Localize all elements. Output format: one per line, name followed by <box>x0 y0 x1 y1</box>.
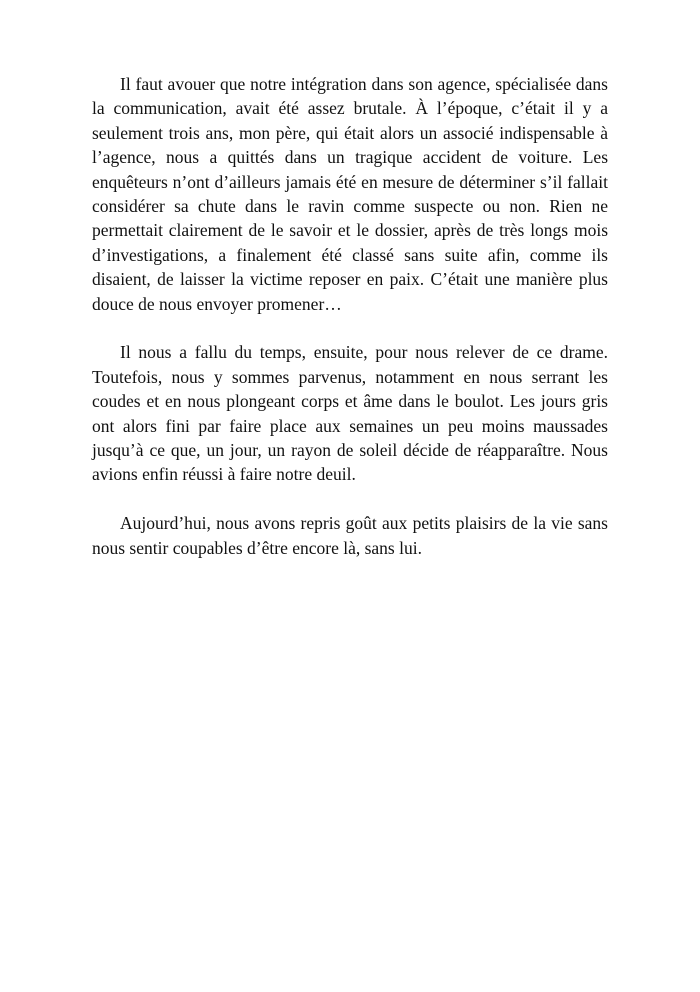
paragraph-1: Il faut avouer que notre intégration dans son agence, spécialisée dans la communication, avait été assez brutale. À l’époque, c’était il y a seulement trois ans, mon père, qui était alors un associé indispensable à l’agence, nous a quittés dans un tragique accident de voiture. Les enquêteurs n’ont d’ailleurs jamais été en mesure de déterminer s’il fallait considérer sa chute dans le ravin comme suspecte ou non. Rien ne permettait clairement de le savoir et le dossier, après de très longs mois d’investigations, a finalement été classé sans suite afin, comme ils disaient, de laisser la victime reposer en paix. C’était une manière plus douce de nous envoyer promener… <box>92 74 608 314</box>
body-text <box>92 72 608 560</box>
paragraph-2: Il nous a fallu du temps, ensuite, pour nous relever de ce drame. Toutefois, nous y sommes parvenus, notamment en nous serrant les coudes et en nous plongeant corps et âme dans le boulot. Les jours gris ont alors fini par faire place aux semaines un peu moins maussades jusqu’à ce que, un jour, un rayon de soleil décide de réapparaître. Nous avions enfin réussi à faire notre deuil. <box>92 342 608 485</box>
paragraph-3: Aujourd’hui, nous avons repris goût aux petits plaisirs de la vie sans nous sentir coupables d’être encore là, sans lui. <box>92 513 608 558</box>
